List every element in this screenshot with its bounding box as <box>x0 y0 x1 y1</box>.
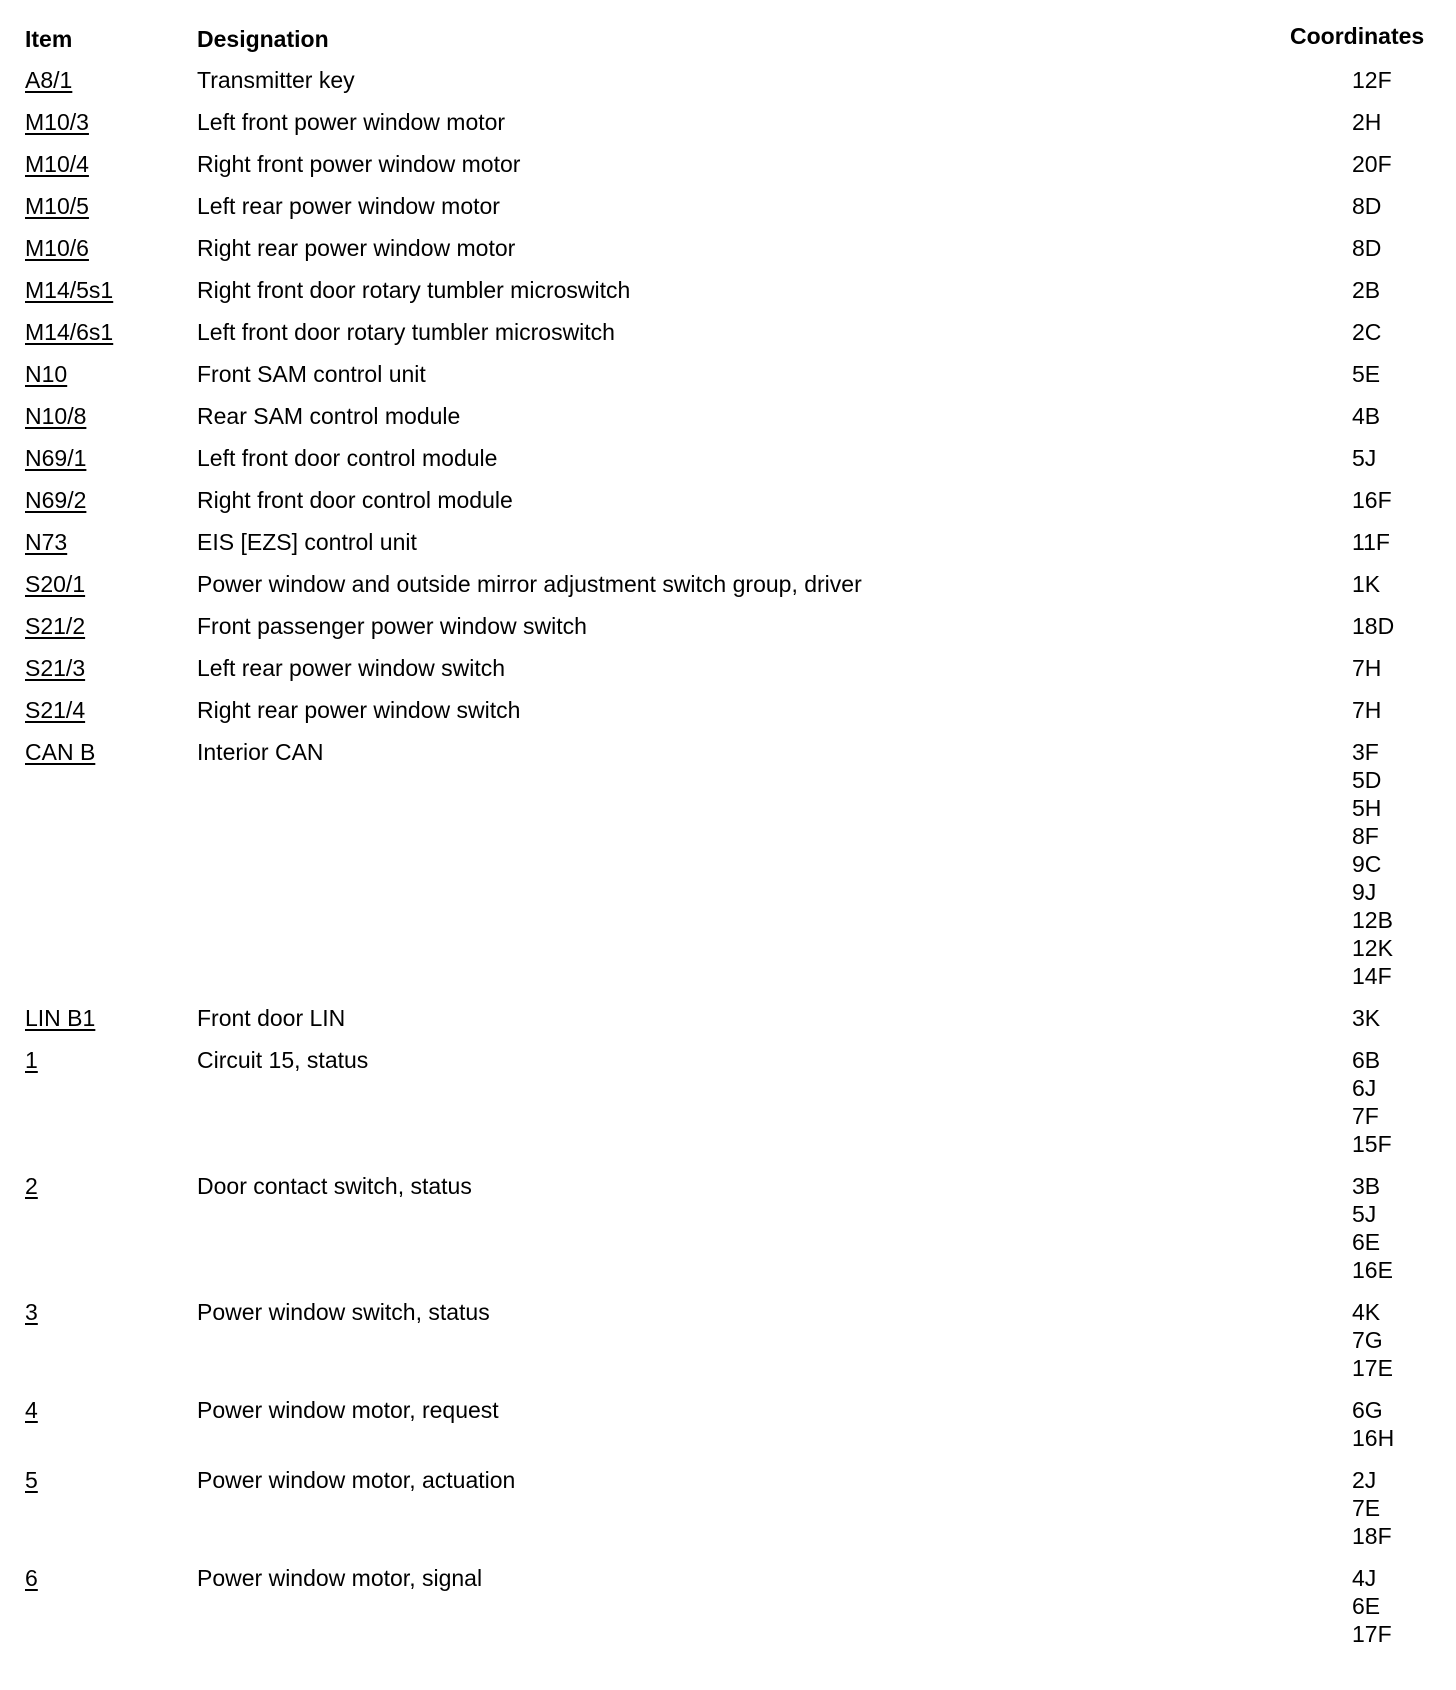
item-link[interactable]: 4 <box>25 1397 38 1423</box>
designation-text: Right front door control module <box>197 487 513 513</box>
coordinates-cell <box>1352 318 1381 346</box>
table-row <box>0 66 1456 108</box>
table-row <box>0 612 1456 654</box>
item-link[interactable]: S21/3 <box>25 655 86 681</box>
coordinate-value[interactable]: 12B <box>1352 907 1393 933</box>
item-link[interactable]: 1 <box>25 1047 38 1073</box>
coordinate-value[interactable]: 5J <box>1352 445 1377 471</box>
coordinate-value[interactable]: 17E <box>1352 1355 1393 1381</box>
coordinate-value[interactable]: 1K <box>1352 571 1381 597</box>
designation-text: Left rear power window switch <box>197 655 506 681</box>
table-row <box>0 486 1456 528</box>
designation-text: Right rear power window motor <box>197 235 516 261</box>
coordinates-cell <box>1352 1466 1392 1550</box>
table-row <box>0 1298 1456 1396</box>
table-row <box>0 1172 1456 1298</box>
item-link[interactable]: N73 <box>25 529 68 555</box>
coordinate-value[interactable]: 5E <box>1352 361 1381 387</box>
coordinate-value[interactable]: 5J <box>1352 1201 1377 1227</box>
item-link[interactable]: M14/6s1 <box>25 319 114 345</box>
coordinate-value[interactable]: 18D <box>1352 613 1395 639</box>
item-link[interactable]: LIN B1 <box>25 1005 96 1031</box>
table-row <box>0 1046 1456 1172</box>
designation-text: EIS [EZS] control unit <box>197 529 417 555</box>
designation-text: Circuit 15, status <box>197 1047 369 1073</box>
coordinate-value[interactable]: 7G <box>1352 1327 1383 1353</box>
designation-text: Rear SAM control module <box>197 403 461 429</box>
designation-text: Front passenger power window switch <box>197 613 587 639</box>
item-link[interactable]: M10/3 <box>25 109 89 135</box>
coordinate-value[interactable]: 2H <box>1352 109 1382 135</box>
item-column-header: Item <box>25 26 73 52</box>
table-row <box>0 1004 1456 1046</box>
coordinate-value[interactable]: 4B <box>1352 403 1381 429</box>
coordinate-value[interactable]: 8D <box>1352 193 1382 219</box>
designation-text: Power window motor, actuation <box>197 1467 516 1493</box>
coordinate-value[interactable]: 2J <box>1352 1467 1377 1493</box>
item-link[interactable]: M10/4 <box>25 151 89 177</box>
coordinate-value[interactable]: 15F <box>1352 1131 1392 1157</box>
legend-table-body <box>0 66 1456 1662</box>
item-link[interactable]: 2 <box>25 1173 38 1199</box>
coordinates-cell <box>1352 1564 1392 1648</box>
coordinate-value[interactable]: 16F <box>1352 487 1392 513</box>
coordinate-value[interactable]: 8F <box>1352 823 1379 849</box>
table-row <box>0 1564 1456 1662</box>
coordinates-cell <box>1352 1298 1393 1382</box>
table-row <box>0 402 1456 444</box>
item-link[interactable]: 5 <box>25 1467 38 1493</box>
designation-text: Front door LIN <box>197 1005 346 1031</box>
coordinates-cell <box>1352 192 1381 220</box>
coordinates-cell <box>1352 150 1392 178</box>
table-row <box>0 234 1456 276</box>
item-link[interactable]: CAN B <box>25 739 96 765</box>
table-row <box>0 276 1456 318</box>
coordinates-cell <box>1352 1396 1394 1452</box>
coordinates-cell <box>1352 486 1392 514</box>
coordinate-value[interactable]: 17F <box>1352 1621 1392 1647</box>
designation-text: Right front door rotary tumbler microswitch <box>197 277 631 303</box>
coordinates-cell <box>1352 402 1380 430</box>
coordinate-value[interactable]: 7E <box>1352 1495 1381 1521</box>
table-row <box>0 150 1456 192</box>
coordinate-value[interactable]: 2C <box>1352 319 1382 345</box>
coordinate-value[interactable]: 12F <box>1352 67 1392 93</box>
table-row <box>0 1466 1456 1564</box>
coordinates-cell <box>1352 612 1394 640</box>
item-link[interactable]: 6 <box>25 1565 38 1591</box>
designation-text: Right rear power window switch <box>197 697 521 723</box>
coordinates-cell <box>1352 1004 1380 1032</box>
coordinate-value[interactable]: 3B <box>1352 1173 1381 1199</box>
coordinate-value[interactable]: 12K <box>1352 935 1393 961</box>
coordinate-value[interactable]: 2B <box>1352 277 1381 303</box>
coordinate-value[interactable]: 14F <box>1352 963 1392 989</box>
coordinate-value[interactable]: 6E <box>1352 1229 1381 1255</box>
coordinate-value[interactable]: 4K <box>1352 1299 1381 1325</box>
designation-text: Power window switch, status <box>197 1299 490 1325</box>
coordinate-value[interactable]: 4J <box>1352 1565 1377 1591</box>
designation-text: Power window motor, signal <box>197 1565 483 1591</box>
coordinates-cell <box>1352 360 1380 388</box>
table-row <box>0 192 1456 234</box>
coordinates-cell <box>1352 234 1381 262</box>
coordinates-cell <box>1352 654 1381 682</box>
coordinate-value[interactable]: 20F <box>1352 151 1392 177</box>
designation-text: Transmitter key <box>197 67 355 93</box>
coordinate-value[interactable]: 16H <box>1352 1425 1395 1451</box>
designation-text: Left front power window motor <box>197 109 506 135</box>
coordinate-value[interactable]: 6E <box>1352 1593 1381 1619</box>
coordinate-value[interactable]: 8D <box>1352 235 1382 261</box>
coordinates-cell <box>1352 1172 1393 1284</box>
coordinate-value[interactable]: 5H <box>1352 795 1382 821</box>
coordinate-value[interactable]: 16E <box>1352 1257 1393 1283</box>
coordinate-value[interactable]: 7H <box>1352 697 1382 723</box>
item-link[interactable]: S21/4 <box>25 697 86 723</box>
table-row <box>0 738 1456 1004</box>
coordinates-cell <box>1352 528 1390 556</box>
item-link[interactable]: S21/2 <box>25 613 86 639</box>
table-row <box>0 360 1456 402</box>
designation-text: Door contact switch, status <box>197 1173 472 1199</box>
table-row <box>0 528 1456 570</box>
designation-text: Left rear power window motor <box>197 193 500 219</box>
table-row <box>0 108 1456 150</box>
designation-text: Left front door control module <box>197 445 498 471</box>
coordinates-column-header: Coordinates <box>1290 23 1425 49</box>
coordinate-value[interactable]: 9J <box>1352 879 1377 905</box>
designation-text: Front SAM control unit <box>197 361 426 387</box>
coordinates-cell <box>1352 696 1381 724</box>
coordinate-value[interactable]: 3F <box>1352 739 1379 765</box>
coordinates-cell <box>1352 570 1380 598</box>
item-link[interactable]: N69/1 <box>25 445 87 471</box>
coordinate-value[interactable]: 11F <box>1352 529 1390 555</box>
item-link[interactable]: N10/8 <box>25 403 87 429</box>
table-header <box>0 23 1456 58</box>
designation-text: Power window motor, request <box>197 1397 499 1423</box>
designation-column-header: Designation <box>197 26 329 52</box>
item-link[interactable]: N69/2 <box>25 487 87 513</box>
item-link[interactable]: 3 <box>25 1299 38 1325</box>
coordinate-value[interactable]: 6G <box>1352 1397 1383 1423</box>
table-row <box>0 1396 1456 1466</box>
coordinate-value[interactable]: 18F <box>1352 1523 1392 1549</box>
designation-text: Right front power window motor <box>197 151 521 177</box>
coordinates-cell <box>1352 738 1393 990</box>
item-link[interactable]: S20/1 <box>25 571 86 597</box>
table-row <box>0 570 1456 612</box>
designation-text: Power window and outside mirror adjustment switch group, driver <box>197 571 862 597</box>
coordinates-cell <box>1352 66 1392 94</box>
item-link[interactable]: M14/5s1 <box>25 277 114 303</box>
designation-text: Left front door rotary tumbler microswitch <box>197 319 615 345</box>
coordinate-value[interactable]: 7H <box>1352 655 1382 681</box>
table-row <box>0 696 1456 738</box>
coordinates-cell <box>1352 1046 1392 1158</box>
table-row <box>0 318 1456 360</box>
item-link[interactable]: A8/1 <box>25 67 73 93</box>
coordinates-cell <box>1352 108 1381 136</box>
coordinate-value[interactable]: 6J <box>1352 1075 1377 1101</box>
coordinates-cell <box>1352 444 1376 472</box>
item-link[interactable]: M10/5 <box>25 193 89 219</box>
coordinate-value[interactable]: 9C <box>1352 851 1382 877</box>
table-row <box>0 444 1456 486</box>
item-link[interactable]: N10 <box>25 361 68 387</box>
coordinate-value[interactable]: 5D <box>1352 767 1382 793</box>
designation-text: Interior CAN <box>197 739 324 765</box>
table-row <box>0 654 1456 696</box>
item-link[interactable]: M10/6 <box>25 235 89 261</box>
coordinates-cell <box>1352 276 1380 304</box>
coordinate-value[interactable]: 6B <box>1352 1047 1381 1073</box>
coordinate-value[interactable]: 7F <box>1352 1103 1379 1129</box>
coordinate-value[interactable]: 3K <box>1352 1005 1381 1031</box>
